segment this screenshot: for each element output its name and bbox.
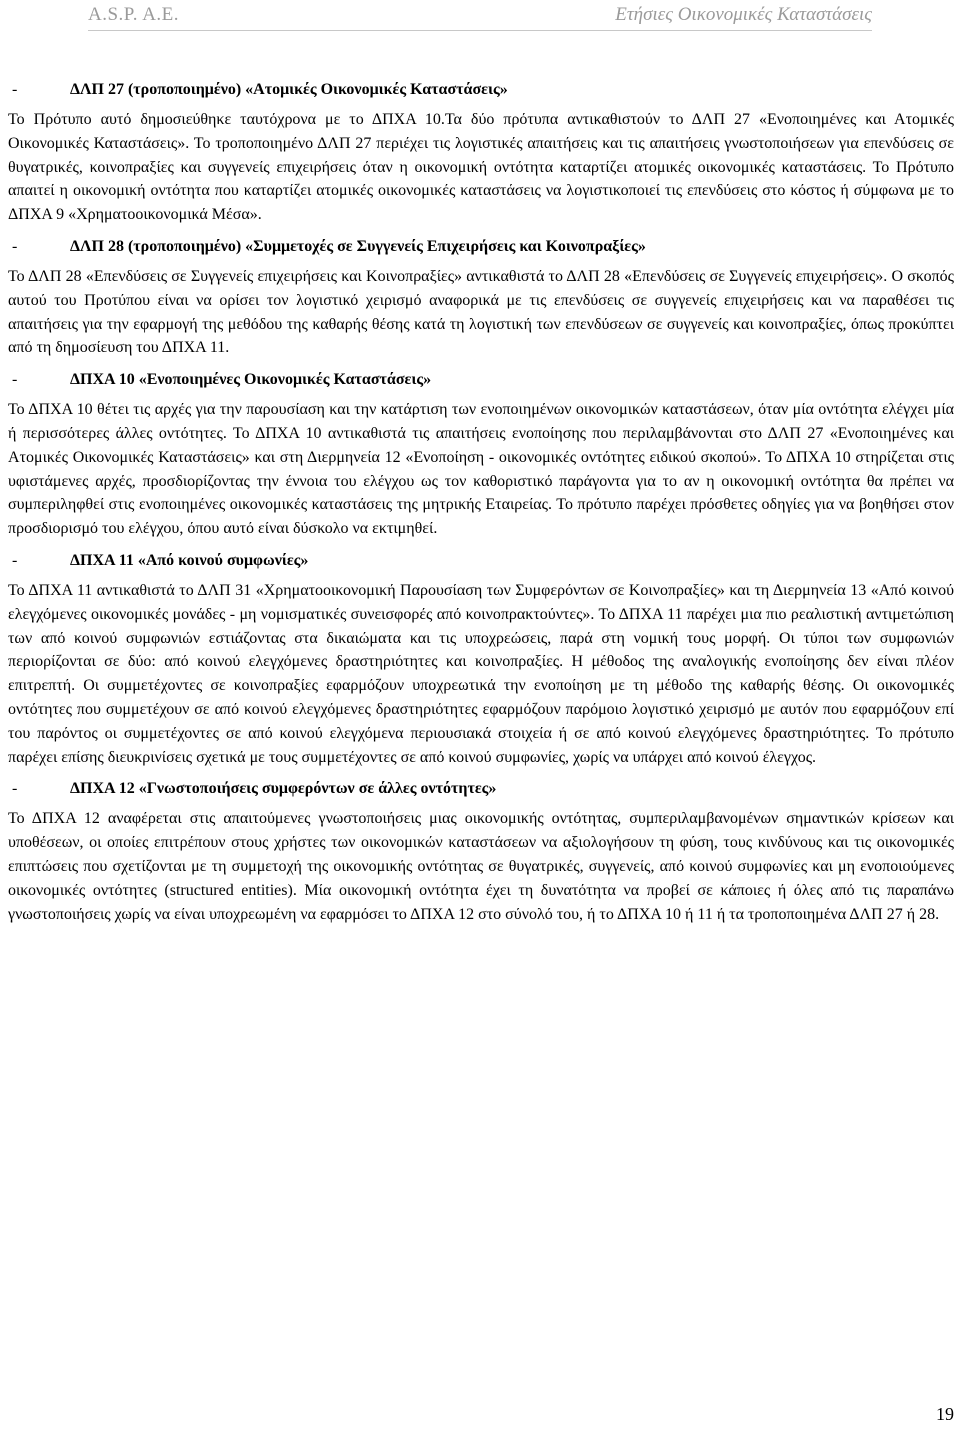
section-heading (8, 78, 954, 102)
section-ias28 (8, 235, 954, 360)
section-paragraph: Το ΔΛΠ 28 «Επενδύσεις σε Συγγενείς επιχειρήσεις και Κοινοπραξίες» αντικαθιστά το ΔΛΠ 28 «Επενδύσεις σε Συγγενείς επιχειρήσεις». Ο σκοπός αυτού του Προτύπου είναι να ορίσει τον λογιστικό χειρισμό αναφορικά με τις επενδύσεις σε συγγενείς επιχειρήσεις και να παραθέσει τις απαιτήσεις για την εφαρμογή της μεθόδου της καθαρής θέσης κατά τη λογιστική των επενδύσεων σε συγγενείς και κοινοπραξίες, όπως προκύπτει από τη δημοσίευση του ΔΠΧΑ 11. (8, 267, 954, 357)
header-divider (88, 30, 872, 31)
section-title: ΔΛΠ 27 (τροποποιημένο) «Ατομικές Οικονομικές Καταστάσεις» (70, 81, 508, 98)
document-title: Ετήσιες Οικονομικές Καταστάσεις (615, 4, 872, 25)
section-heading (8, 549, 954, 573)
company-name: A.S.P. A.E. (88, 4, 180, 25)
section-ifrs12 (8, 777, 954, 926)
section-title: ΔΠΧΑ 10 «Ενοποιημένες Οικονομικές Καταστάσεις» (70, 371, 432, 389)
section-paragraph: Το ΔΠΧΑ 11 αντικαθιστά το ΔΛΠ 31 «Χρηματοοικονομική Παρουσίαση των Συμφερόντων σε Κοινοπραξίες» και τη Διερμηνεία 13 «Από κοινού ελεγχόμενες οικονομικές μονάδες - μη νομισματικές συνεισφορές από κοινοπρακτούντες». Το ΔΠΧΑ 11 παρέχει μια πιο ρεαλιστική αντιμετώπιση των από κοινού συμφωνιών εστιάζοντας στα δικαιώματα και τις υποχρεώσεις, παρά στη νομική τους μορφή. Οι τύποι των συμφωνιών περιορίζονται σε δύο: από κοινού ελεγχόμενες δραστηριότητες και κοινοπραξίες. Η μέθοδος της αναλογικής ενοποίησης δεν είναι πλέον επιτρεπτή. Οι συμμετέχοντες σε κοινοπραξίες εφαρμόζουν υποχρεωτικά την ενοποίηση με τη μέθοδο της καθαρής θέσης. Οι οικονομικές οντότητες που συμμετέχουν σε από κοινού ελεγχόμενες δραστηριότητες εφαρμόζουν παρόμοιο λογιστικό χειρισμό με αυτόν που εφαρμόζουν επί του παρόντος οι συμμετέχοντες σε από κοινού ελεγχόμενα περιουσιακά στοιχεία ή σε από κοινού ελεγχόμενες δραστηριότητες. Το πρότυπο παρέχει επίσης διευκρινίσεις σχετικά με τους συμμετέχοντες σε από κοινού συμφωνίες, χωρίς να υπάρχει από κοινού έλεγχος. (8, 581, 954, 766)
section-ias27 (8, 78, 954, 227)
dash-bullet: - (12, 237, 18, 255)
section-title: ΔΠΧΑ 11 «Από κοινού συμφωνίες» (70, 551, 309, 569)
dash-bullet: - (12, 371, 18, 389)
dash-bullet: - (12, 780, 18, 798)
page-number: 19 (936, 1404, 954, 1424)
document-body (8, 78, 954, 934)
section-heading (8, 368, 954, 392)
section-paragraph: Το ΔΠΧΑ 12 αναφέρεται στις απαιτούμενες γνωστοποιήσεις μιας οικονομικής οντότητας, συμπεριλαμβανομένων σημαντικών κρίσεων και υποθέσεων, οι οποίες επιτρέπουν στους χρήστες των οικονομικών καταστάσεων να αξιολογήσουν τη φύση, τους κινδύνους και τις οικονομικές επιπτώσεις που σχετίζονται με τη συμμετοχή της οικονομικής οντότητας σε θυγατρικές, συγγενείς, από κοινού συμφωνίες και μη ενοποιούμενες οικονομικές οντότητες (structured entities). Μία οικονομική οντότητα έχει τη δυνατότητα να προβεί σε κάποιες ή όλες από τις παραπάνω γνωστοποιήσεις χωρίς να είναι υποχρεωμένη να εφαρμόσει το ΔΠΧΑ 12 στο σύνολό του, ή το ΔΠΧΑ 10 ή 11 ή τα τροποποιημένα ΔΛΠ 27 ή 28. (8, 810, 954, 923)
dash-bullet: - (12, 81, 18, 98)
section-title: ΔΠΧΑ 12 «Γνωστοποιήσεις συμφερόντων σε άλλες οντότητες» (70, 780, 497, 798)
section-paragraph: Το ΔΠΧΑ 10 θέτει τις αρχές για την παρουσίαση και την κατάρτιση των ενοποιημένων οικονομικών καταστάσεων, όταν μία οντότητα ελέγχει μία ή περισσότερες άλλες οντότητες. Το ΔΠΧΑ 10 αντικαθιστά τις απαιτήσεις ενοποίησης που περιλαμβάνονται στο ΔΛΠ 27 «Ενοποιημένες και Ατομικές Οικονομικές Καταστάσεις» και στη Διερμηνεία 12 «Ενοποίηση - οικονομικές οντότητες ειδικού σκοπού». Το ΔΠΧΑ 10 στηρίζεται στις υφιστάμενες αρχές, προσδιορίζοντας την έννοια του ελέγχου ως τον καθοριστικό παράγοντα για το αν η οικονομική οντότητα θα πρέπει να συμπεριληφθεί στις ενοποιημένες οικονομικές καταστάσεις της μητρικής Εταιρείας. Το πρότυπο παρέχει πρόσθετες οδηγίες για να βοηθήσει στον προσδιορισμό του ελέγχου, όπου αυτό είναι δύσκολο να εκτιμηθεί. (8, 401, 954, 538)
section-paragraph: Το Πρότυπο αυτό δημοσιεύθηκε ταυτόχρονα με το ΔΠΧΑ 10.Τα δύο πρότυπα αντικαθιστούν το ΔΛΠ 27 «Ενοποιημένες και Ατομικές Οικονομικές Καταστάσεις». Το τροποποιημένο ΔΛΠ 27 περιέχει τις λογιστικές απαιτήσεις και τις απαιτήσεις γνωστοποιήσεων για επενδύσεις σε θυγατρικές, κοινοπραξίες και συγγενείς επιχειρήσεις όταν η οικονομική οντότητα καταρτίζει ατομικές οικονομικές καταστάσεις. Το Πρότυπο απαιτεί η οικονομική οντότητα που καταρτίζει ατομικές οικονομικές καταστάσεις να λογιστικοποιεί τις επενδύσεις στο κόστος ή σύμφωνα με το ΔΠΧΑ 9 «Χρηματοοικονομικά Μέσα». (8, 111, 954, 224)
page-header (88, 4, 872, 26)
section-ifrs11 (8, 549, 954, 769)
section-title: ΔΛΠ 28 (τροποποιημένο) «Συμμετοχές σε Συγγενείς Επιχειρήσεις και Κοινοπραξίες» (70, 237, 646, 255)
section-ifrs10 (8, 368, 954, 541)
dash-bullet: - (12, 551, 18, 569)
section-heading (8, 777, 954, 801)
section-heading (8, 235, 954, 259)
